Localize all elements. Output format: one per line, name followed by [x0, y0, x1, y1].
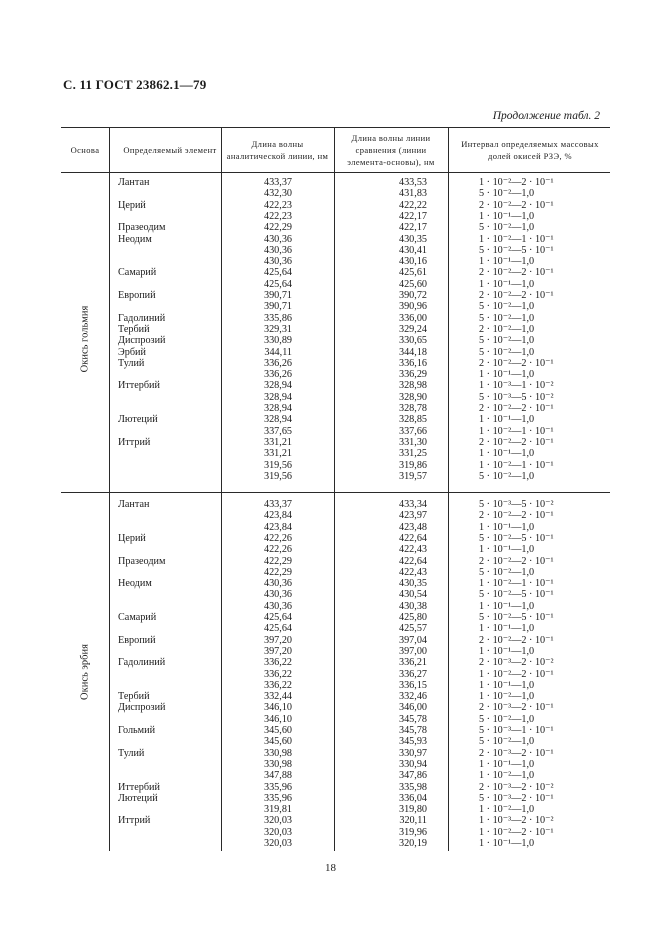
table-row: [61, 324, 610, 335]
fraction-interval: 5 · 10⁻³—5 · 10⁻²: [479, 499, 554, 510]
table-row: [61, 838, 610, 849]
table-row: [61, 267, 610, 278]
analytical-wavelength: 336,22: [263, 657, 292, 669]
analytical-wavelength: 320,03: [263, 826, 292, 838]
fraction-interval: 2 · 10⁻³—2 · 10⁻²: [479, 781, 554, 793]
fraction-interval: 2 · 10⁻²—2 · 10⁻¹: [479, 510, 554, 522]
column-header-analytical-line: Длина волны аналитической линии, нм: [226, 138, 329, 161]
analytical-wavelength: 330,89: [263, 335, 292, 347]
table-row: [61, 313, 610, 324]
comparison-wavelength: 433,53: [398, 177, 427, 188]
element-name: Диспрозий: [118, 702, 166, 714]
comparison-wavelength: 423,48: [398, 521, 427, 533]
page-number: 18: [325, 862, 336, 874]
analytical-wavelength: 345,60: [263, 736, 292, 748]
analytical-wavelength: 346,10: [263, 713, 292, 725]
fraction-interval: 5 · 10⁻³—5 · 10⁻²: [479, 391, 554, 403]
analytical-wavelength: 331,21: [263, 448, 292, 460]
fraction-interval: 1 · 10⁻²—1 · 10⁻¹: [479, 459, 554, 471]
comparison-wavelength: 320,19: [398, 838, 427, 849]
table-row: [61, 358, 610, 369]
fraction-interval: 2 · 10⁻²—2 · 10⁻¹: [479, 357, 554, 369]
table-row: [61, 499, 610, 510]
table-row: [61, 725, 610, 736]
element-name: Лютеций: [118, 792, 158, 804]
page-header: С. 11 ГОСТ 23862.1—79: [63, 77, 207, 92]
analytical-wavelength: 433,37: [263, 499, 292, 510]
table-row: [61, 426, 610, 437]
analytical-wavelength: 423,84: [263, 510, 292, 522]
fraction-interval: 1 · 10⁻²—1,0: [479, 770, 535, 782]
column-header-base: Основа: [70, 144, 100, 155]
fraction-interval: 1 · 10⁻¹—1,0: [479, 521, 535, 533]
table-row: [61, 635, 610, 646]
comparison-wavelength: 422,43: [398, 566, 427, 578]
analytical-wavelength: 430,36: [263, 256, 292, 268]
analytical-wavelength: 344,11: [264, 346, 292, 358]
fraction-interval: 5 · 10⁻²—5 · 10⁻¹: [479, 589, 554, 601]
comparison-wavelength: 319,57: [398, 470, 427, 482]
analytical-wavelength: 331,21: [263, 436, 292, 448]
analytical-wavelength: 346,10: [263, 702, 292, 714]
table-row: [61, 188, 610, 199]
fraction-interval: 5 · 10⁻²—1,0: [479, 335, 535, 347]
analytical-wavelength: 347,88: [263, 770, 292, 782]
fraction-interval: 1 · 10⁻²—2 · 10⁻¹: [479, 826, 554, 838]
comparison-wavelength: 335,98: [398, 781, 427, 793]
comparison-wavelength: 336,16: [398, 357, 427, 369]
fraction-interval: 1 · 10⁻³—2 · 10⁻²: [479, 815, 554, 827]
analytical-wavelength: 319,81: [263, 804, 292, 816]
table-row: [61, 448, 610, 459]
table-row: [61, 702, 610, 713]
comparison-wavelength: 433,34: [398, 499, 427, 510]
comparison-wavelength: 422,22: [398, 199, 427, 211]
comparison-wavelength: 319,86: [398, 459, 427, 471]
table-row: [61, 804, 610, 815]
table-row: [61, 691, 610, 702]
fraction-interval: 5 · 10⁻²—1,0: [479, 312, 535, 324]
table-row: [61, 748, 610, 759]
table-row: [61, 437, 610, 448]
element-name: Гадолиний: [118, 312, 166, 324]
analytical-wavelength: 336,22: [263, 679, 292, 691]
fraction-interval: 1 · 10⁻¹—1,0: [479, 600, 535, 612]
fraction-interval: 1 · 10⁻³—1 · 10⁻²: [479, 380, 554, 392]
analytical-wavelength: 432,30: [263, 188, 292, 200]
table-row: [61, 245, 610, 256]
element-name: Гадолиний: [118, 657, 166, 669]
analytical-wavelength: 430,36: [263, 244, 292, 256]
comparison-wavelength: 430,38: [398, 600, 427, 612]
fraction-interval: 1 · 10⁻¹—1,0: [479, 210, 535, 222]
header-bottom-border: [61, 172, 610, 173]
comparison-wavelength: 425,80: [398, 612, 427, 623]
comparison-wavelength: 336,29: [398, 369, 427, 381]
fraction-interval: 2 · 10⁻²—2 · 10⁻¹: [479, 290, 554, 301]
analytical-wavelength: 390,71: [263, 290, 292, 301]
column-header-interval: Интервал определяемых массовых долей окисей РЗЭ, %: [461, 138, 599, 161]
fraction-interval: 5 · 10⁻²—1,0: [479, 713, 535, 725]
comparison-wavelength: 422,64: [398, 555, 427, 567]
analytical-wavelength: 430,36: [263, 233, 292, 245]
element-name: Празеодим: [118, 555, 166, 567]
table-row: [61, 290, 610, 301]
comparison-wavelength: 423,97: [398, 510, 427, 522]
table-row: [61, 335, 610, 346]
comparison-wavelength: 332,46: [398, 691, 427, 703]
table-row: [61, 380, 610, 391]
fraction-interval: 1 · 10⁻²—1 · 10⁻¹: [479, 578, 554, 590]
analytical-wavelength: 425,64: [263, 623, 292, 635]
comparison-wavelength: 337,66: [398, 425, 427, 437]
fraction-interval: 5 · 10⁻²—1,0: [479, 470, 535, 482]
table-row: [61, 601, 610, 612]
fraction-interval: 5 · 10⁻²—5 · 10⁻¹: [479, 244, 554, 256]
comparison-wavelength: 390,96: [398, 301, 427, 313]
comparison-wavelength: 328,85: [398, 414, 427, 426]
table-row: [61, 544, 610, 555]
analytical-wavelength: 430,36: [263, 600, 292, 612]
table-row: [61, 177, 610, 188]
analytical-wavelength: 330,98: [263, 747, 292, 759]
analytical-wavelength: 319,56: [263, 470, 292, 482]
element-name: Иттрий: [118, 436, 151, 448]
table-row: [61, 522, 610, 533]
table-row: [61, 347, 610, 358]
fraction-interval: 1 · 10⁻¹—1,0: [479, 544, 535, 556]
analytical-wavelength: 336,26: [263, 369, 292, 381]
comparison-wavelength: 422,17: [398, 222, 427, 234]
analytical-wavelength: 328,94: [263, 403, 292, 414]
table-row: [61, 414, 610, 425]
table-row: [61, 556, 610, 567]
analytical-wavelength: 337,65: [263, 425, 292, 437]
analytical-wavelength: 328,94: [263, 380, 292, 392]
fraction-interval: 1 · 10⁻¹—1,0: [479, 448, 535, 460]
analytical-wavelength: 425,64: [263, 612, 292, 623]
comparison-wavelength: 331,30: [398, 436, 427, 448]
table-row: [61, 680, 610, 691]
table-row: [61, 793, 610, 804]
table-row: [61, 589, 610, 600]
comparison-wavelength: 425,57: [398, 623, 427, 635]
fraction-interval: 5 · 10⁻²—1,0: [479, 346, 535, 358]
comparison-wavelength: 336,04: [398, 792, 427, 804]
analytical-wavelength: 423,84: [263, 521, 292, 533]
table-row: [61, 612, 610, 623]
table-row: [61, 736, 610, 747]
analytical-wavelength: 422,29: [263, 222, 292, 234]
element-name: Тулий: [118, 747, 145, 759]
table-row: [61, 578, 610, 589]
fraction-interval: 5 · 10⁻²—1,0: [479, 736, 535, 748]
table-continuation-label: Продолжение табл. 2: [492, 110, 600, 122]
table-row: [61, 222, 610, 233]
comparison-wavelength: 331,25: [398, 448, 427, 460]
element-name: Тербий: [118, 323, 150, 335]
analytical-wavelength: 397,20: [263, 645, 292, 657]
element-name: Европий: [118, 290, 156, 301]
comparison-wavelength: 425,61: [398, 267, 427, 279]
analytical-wavelength: 335,96: [263, 781, 292, 793]
table-row: [61, 567, 610, 578]
element-name: Церий: [118, 199, 146, 211]
table-row: [61, 301, 610, 312]
comparison-wavelength: 320,11: [399, 815, 427, 827]
fraction-interval: 5 · 10⁻²—5 · 10⁻¹: [479, 612, 554, 623]
comparison-wavelength: 330,94: [398, 758, 427, 770]
analytical-wavelength: 329,31: [263, 323, 292, 335]
comparison-wavelength: 336,27: [398, 668, 427, 680]
analytical-wavelength: 422,29: [263, 555, 292, 567]
comparison-wavelength: 347,86: [398, 770, 427, 782]
table-row: [61, 211, 610, 222]
table-row: [61, 510, 610, 521]
fraction-interval: 5 · 10⁻²—1,0: [479, 566, 535, 578]
comparison-wavelength: 336,15: [398, 679, 427, 691]
comparison-wavelength: 336,00: [398, 312, 427, 324]
table-row: [61, 403, 610, 414]
section-label-holmium-oxide: Окись гольмия: [79, 305, 91, 373]
analytical-wavelength: 425,64: [263, 267, 292, 279]
table-row: [61, 657, 610, 668]
table-row: [61, 392, 610, 403]
comparison-wavelength: 345,78: [398, 725, 427, 736]
fraction-interval: 2 · 10⁻²—2 · 10⁻¹: [479, 199, 554, 211]
analytical-wavelength: 336,22: [263, 668, 292, 680]
section-divider: [61, 492, 610, 493]
comparison-wavelength: 390,72: [398, 290, 427, 301]
element-name: Иттербий: [118, 781, 160, 793]
fraction-interval: 1 · 10⁻¹—1,0: [479, 278, 535, 290]
element-name: Диспрозий: [118, 335, 166, 347]
comparison-wavelength: 431,83: [398, 188, 427, 200]
analytical-wavelength: 397,20: [263, 634, 292, 646]
analytical-wavelength: 320,03: [263, 815, 292, 827]
comparison-wavelength: 319,96: [398, 826, 427, 838]
analytical-wavelength: 320,03: [263, 838, 292, 849]
analytical-wavelength: 433,37: [263, 177, 292, 188]
element-name: Неодим: [118, 578, 152, 590]
comparison-wavelength: 328,98: [398, 380, 427, 392]
analytical-wavelength: 345,60: [263, 725, 292, 736]
comparison-wavelength: 336,21: [398, 657, 427, 669]
fraction-interval: 2 · 10⁻³—2 · 10⁻¹: [479, 747, 554, 759]
analytical-wavelength: 422,29: [263, 566, 292, 578]
element-name: Иттрий: [118, 815, 151, 827]
element-name: Самарий: [118, 612, 157, 623]
comparison-wavelength: 430,54: [398, 589, 427, 601]
analytical-wavelength: 422,26: [263, 544, 292, 556]
comparison-wavelength: 422,17: [398, 210, 427, 222]
element-name: Лантан: [118, 499, 150, 510]
fraction-interval: 1 · 10⁻¹—1,0: [479, 758, 535, 770]
fraction-interval: 1 · 10⁻²—2 · 10⁻¹: [479, 668, 554, 680]
fraction-interval: 5 · 10⁻²—5 · 10⁻¹: [479, 532, 554, 544]
analytical-wavelength: 422,23: [263, 210, 292, 222]
fraction-interval: 5 · 10⁻²—1,0: [479, 301, 535, 313]
analytical-wavelength: 422,23: [263, 199, 292, 211]
comparison-wavelength: 422,43: [398, 544, 427, 556]
fraction-interval: 1 · 10⁻²—1,0: [479, 691, 535, 703]
comparison-wavelength: 345,78: [398, 713, 427, 725]
comparison-wavelength: 328,78: [398, 403, 427, 414]
fraction-interval: 1 · 10⁻²—1 · 10⁻¹: [479, 425, 554, 437]
analytical-wavelength: 335,96: [263, 792, 292, 804]
comparison-wavelength: 422,64: [398, 532, 427, 544]
comparison-wavelength: 346,00: [398, 702, 427, 714]
element-name: Эрбий: [118, 346, 146, 358]
fraction-interval: 1 · 10⁻²—1 · 10⁻¹: [479, 233, 554, 245]
comparison-wavelength: 328,90: [398, 391, 427, 403]
element-name: Празеодим: [118, 222, 166, 234]
fraction-interval: 2 · 10⁻²—2 · 10⁻¹: [479, 555, 554, 567]
fraction-interval: 2 · 10⁻²—2 · 10⁻¹: [479, 634, 554, 646]
fraction-interval: 1 · 10⁻¹—1,0: [479, 645, 535, 657]
fraction-interval: 1 · 10⁻¹—1,0: [479, 679, 535, 691]
table-row: [61, 369, 610, 380]
analytical-wavelength: 319,56: [263, 459, 292, 471]
comparison-wavelength: 330,97: [398, 747, 427, 759]
table-row: [61, 782, 610, 793]
fraction-interval: 1 · 10⁻²—2 · 10⁻¹: [479, 177, 554, 188]
table-row: [61, 770, 610, 781]
comparison-wavelength: 319,80: [398, 804, 427, 816]
analytical-wavelength: 430,36: [263, 589, 292, 601]
fraction-interval: 1 · 10⁻¹—1,0: [479, 414, 535, 426]
column-header-comparison-line: Длина волны линии сравнения (линии элемента-основы), нм: [347, 132, 435, 167]
table-row: [61, 200, 610, 211]
analytical-wavelength: 336,26: [263, 357, 292, 369]
fraction-interval: 1 · 10⁻²—1,0: [479, 804, 535, 816]
fraction-interval: 1 · 10⁻¹—1,0: [479, 623, 535, 635]
fraction-interval: 5 · 10⁻²—1,0: [479, 188, 535, 200]
table-row: [61, 646, 610, 657]
comparison-wavelength: 397,00: [398, 645, 427, 657]
column-header-element: Определяемый элемент: [123, 144, 217, 155]
table-row: [61, 669, 610, 680]
table-row: [61, 234, 610, 245]
comparison-wavelength: 430,35: [398, 233, 427, 245]
analytical-wavelength: 332,44: [263, 691, 292, 703]
fraction-interval: 2 · 10⁻²—2 · 10⁻¹: [479, 403, 554, 414]
comparison-wavelength: 430,35: [398, 578, 427, 590]
fraction-interval: 5 · 10⁻³—2 · 10⁻¹: [479, 792, 554, 804]
table-row: [61, 279, 610, 290]
table-row: [61, 714, 610, 725]
comparison-wavelength: 430,41: [398, 244, 427, 256]
element-name: Европий: [118, 634, 156, 646]
table-row: [61, 759, 610, 770]
comparison-wavelength: 344,18: [398, 346, 427, 358]
element-name: Лютеций: [118, 414, 158, 426]
element-name: Лантан: [118, 177, 150, 188]
table-row: [61, 471, 610, 482]
table-row: [61, 533, 610, 544]
comparison-wavelength: 397,04: [398, 634, 427, 646]
comparison-wavelength: 329,24: [398, 323, 427, 335]
fraction-interval: 5 · 10⁻³—1 · 10⁻¹: [479, 725, 554, 736]
fraction-interval: 2 · 10⁻³—2 · 10⁻²: [479, 657, 554, 669]
element-name: Гольмий: [118, 725, 156, 736]
analytical-wavelength: 335,86: [263, 312, 292, 324]
comparison-wavelength: 425,60: [398, 278, 427, 290]
table-row: [61, 256, 610, 267]
analytical-wavelength: 328,94: [263, 391, 292, 403]
fraction-interval: 2 · 10⁻²—2 · 10⁻¹: [479, 436, 554, 448]
element-name: Церий: [118, 532, 146, 544]
analytical-wavelength: 425,64: [263, 278, 292, 290]
analytical-wavelength: 390,71: [263, 301, 292, 313]
comparison-wavelength: 330,65: [398, 335, 427, 347]
element-name: Тербий: [118, 691, 150, 703]
comparison-wavelength: 345,93: [398, 736, 427, 748]
fraction-interval: 1 · 10⁻¹—1,0: [479, 256, 535, 268]
section-label-erbium-oxide: Окись эрбия: [79, 644, 91, 700]
analytical-wavelength: 430,36: [263, 578, 292, 590]
element-name: Самарий: [118, 267, 157, 279]
table-row: [61, 815, 610, 826]
fraction-interval: 2 · 10⁻²—2 · 10⁻¹: [479, 267, 554, 279]
element-name: Тулий: [118, 357, 145, 369]
fraction-interval: 5 · 10⁻²—1,0: [479, 222, 535, 234]
analytical-wavelength: 328,94: [263, 414, 292, 426]
fraction-interval: 1 · 10⁻¹—1,0: [479, 369, 535, 381]
element-name: Неодим: [118, 233, 152, 245]
table-row: [61, 827, 610, 838]
analytical-wavelength: 330,98: [263, 758, 292, 770]
fraction-interval: 2 · 10⁻³—2 · 10⁻¹: [479, 702, 554, 714]
fraction-interval: 2 · 10⁻²—1,0: [479, 323, 535, 335]
table-row: [61, 623, 610, 634]
table-row: [61, 460, 610, 471]
comparison-wavelength: 430,16: [398, 256, 427, 268]
element-name: Иттербий: [118, 380, 160, 392]
fraction-interval: 1 · 10⁻¹—1,0: [479, 838, 535, 849]
analytical-wavelength: 422,26: [263, 532, 292, 544]
